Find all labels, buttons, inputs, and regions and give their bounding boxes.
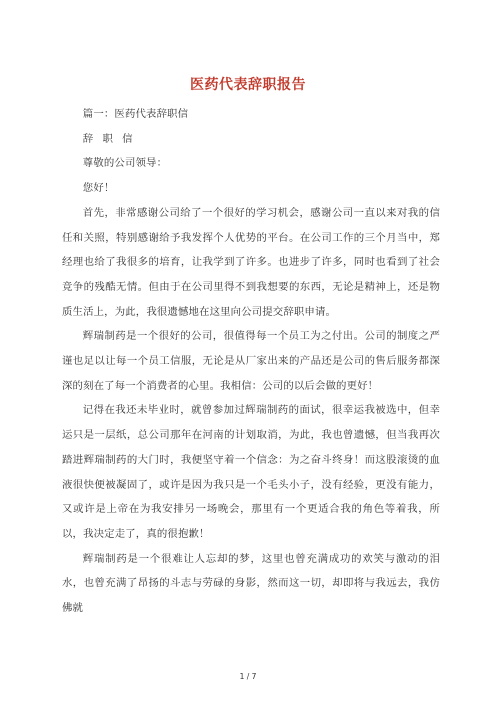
document-title: 医药代表辞职报告 [190, 77, 306, 93]
body-paragraph: 记得在我还未毕业时，就曾参加过辉瑞制药的面试，很幸运我被选中，但幸运只是一层纸，总公司那年在河南的计划取消，为此，我也曾遗憾，但当我再次踏进辉瑞制药的大门时，我便坚守着一个信念：为之奋斗终身！而这股滚烫的血液很快便被凝固了，或许是因为我只是一个毛头小子，没有经验，更没有能力，又或许是上帝在为我安排另一场晚会，那里有一个更适合我的角色等着我，所以，我决定走了，真的很抱歉！ [62, 404, 440, 540]
body-paragraph: 首先，非常感谢公司给了一个很好的学习机会，感谢公司一直以来对我的信任和关照，特别感谢给予我发挥个人优势的平台。在公司工作的三个月当中，郑经理也给了我很多的培育，让我学到了许多。也进步了许多，同时也看到了社会竞争的残酷无情。但由于在公司里得不到我想要的东西，无论是精神上，还是物质生活上，为此，我很遗憾地在这里向公司提交辞职申请。 [62, 206, 440, 318]
document-body [62, 102, 440, 621]
body-paragraph: 辉瑞制药是一个很难让人忘却的梦，这里也曾充满成功的欢笑与激动的泪水，也曾充满了昂扬的斗志与劳碌的身影，然而这一切，却即将与我远去，我仿佛就 [62, 552, 440, 615]
salutation: 尊敬的公司领导： [82, 157, 168, 170]
section-heading: 篇一：医药代表辞职信 [82, 108, 189, 120]
body-paragraph: 辉瑞制药是一个很好的公司，很值得每一个员工为之付出。公司的制度之严谨也足以让每一个员工信服，无论是从厂家出来的产品还是公司的售后服务都深深的刻在了每一个消费者的心里。我相信：公司的以后会做的更好！ [62, 330, 440, 392]
letter-heading: 辞 职 信 [82, 132, 136, 145]
page-number: 1 / 7 [239, 672, 257, 681]
greeting: 您好！ [82, 182, 115, 195]
